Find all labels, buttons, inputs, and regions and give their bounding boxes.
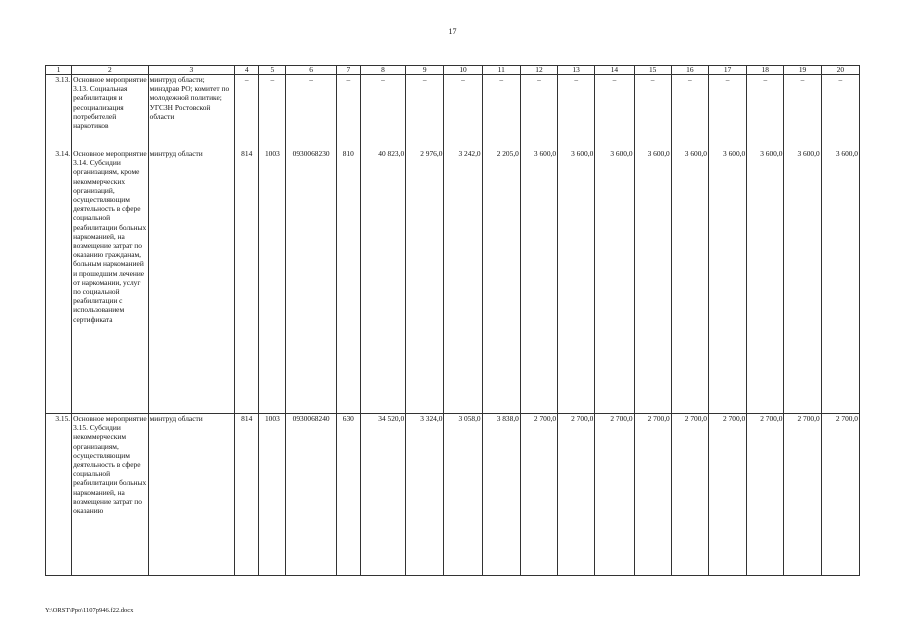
cell-value: 814 [235,149,259,414]
cell-value: 2 700,0 [821,414,859,576]
row-number: 3.13. [46,75,72,150]
cell-value: – [444,75,482,150]
cell-value: – [235,75,259,150]
cell-value: – [747,75,784,150]
cell-value: 3 600,0 [671,149,708,414]
cell-value: 2 700,0 [747,414,784,576]
cell-value: – [406,75,444,150]
cell-value: 3 600,0 [595,149,634,414]
column-number: 9 [406,66,444,75]
column-number: 14 [595,66,634,75]
cell-value: 810 [336,149,360,414]
column-number: 18 [747,66,784,75]
cell-value: 3 600,0 [520,149,557,414]
file-path-footer: Y:\ORST\Ppo\1107p946.f22.docx [45,607,134,614]
cell-value: 2 700,0 [595,414,634,576]
cell-value: 0930068230 [286,149,336,414]
column-number: 13 [558,66,595,75]
column-number: 20 [821,66,859,75]
column-number: 10 [444,66,482,75]
cell-value: 814 [235,414,259,576]
column-numbers-header [46,66,860,75]
cell-value: 3 600,0 [784,149,821,414]
cell-value: 3 838,0 [482,414,520,576]
cell-value: 3 324,0 [406,414,444,576]
cell-value: – [634,75,671,150]
column-number: 4 [235,66,259,75]
cell-value: – [286,75,336,150]
cell-value: – [520,75,557,150]
cell-value: 2 700,0 [634,414,671,576]
column-number: 12 [520,66,557,75]
column-number: 8 [360,66,405,75]
cell-value: 2 700,0 [558,414,595,576]
column-number: 11 [482,66,520,75]
column-number: 6 [286,66,336,75]
column-number: 17 [708,66,746,75]
executor: минтруд области [148,414,235,576]
cell-value: 40 823,0 [360,149,405,414]
cell-value: – [784,75,821,150]
cell-value: – [482,75,520,150]
table-row [46,414,860,576]
cell-value: 3 600,0 [634,149,671,414]
activity-name: Основное мероприятие 3.13. Социальная реабилитация и ресоциализация потребителей наркотиков [72,75,148,150]
column-number: 1 [46,66,72,75]
cell-value: – [558,75,595,150]
column-number: 16 [671,66,708,75]
executor: минтруд области [148,149,235,414]
cell-value: 630 [336,414,360,576]
cell-value: 2 205,0 [482,149,520,414]
cell-value: – [259,75,286,150]
cell-value: – [671,75,708,150]
cell-value: 2 700,0 [784,414,821,576]
cell-value: 3 600,0 [747,149,784,414]
cell-value: 34 520,0 [360,414,405,576]
cell-value: 2 700,0 [520,414,557,576]
row-number: 3.14. [46,149,72,414]
column-number: 3 [148,66,235,75]
budget-table [45,65,860,576]
cell-value: 3 600,0 [821,149,859,414]
cell-value: 2 976,0 [406,149,444,414]
cell-value: – [708,75,746,150]
cell-value: 3 600,0 [558,149,595,414]
activity-name: Основное мероприятие 3.14. Субсидии организациям, кроме некоммерческих организаций, осуществляющим деятельность в сфере социальной реабилитации больных наркоманией, на возмещение затрат по оказанию гражданам, больным наркоманией и прошедшим лечение от наркомании, услуг по социальной реабилитации с использованием сертификата [72,149,148,414]
column-number: 7 [336,66,360,75]
page-number: 17 [448,27,457,36]
executor: минтруд области; минздрав РО; комитет по молодежной политике; УГСЗН Ростовской области [148,75,235,150]
cell-value: – [360,75,405,150]
cell-value: 3 600,0 [708,149,746,414]
cell-value: 1003 [259,149,286,414]
cell-value: – [821,75,859,150]
column-number: 2 [72,66,148,75]
cell-value: 0930068240 [286,414,336,576]
cell-value: 2 700,0 [708,414,746,576]
activity-name: Основное мероприятие 3.15. Субсидии некоммерческим организациям, осуществляющим деятельность в сфере социальной реабилитации больных наркоманией, на возмещение затрат по оказанию [72,414,148,576]
cell-value: 3 058,0 [444,414,482,576]
cell-value: – [336,75,360,150]
row-number: 3.15. [46,414,72,576]
cell-value: – [595,75,634,150]
column-number: 19 [784,66,821,75]
cell-value: 3 242,0 [444,149,482,414]
table-row [46,149,860,414]
cell-value: 2 700,0 [671,414,708,576]
table-row [46,75,860,150]
column-number: 15 [634,66,671,75]
cell-value: 1003 [259,414,286,576]
column-number: 5 [259,66,286,75]
